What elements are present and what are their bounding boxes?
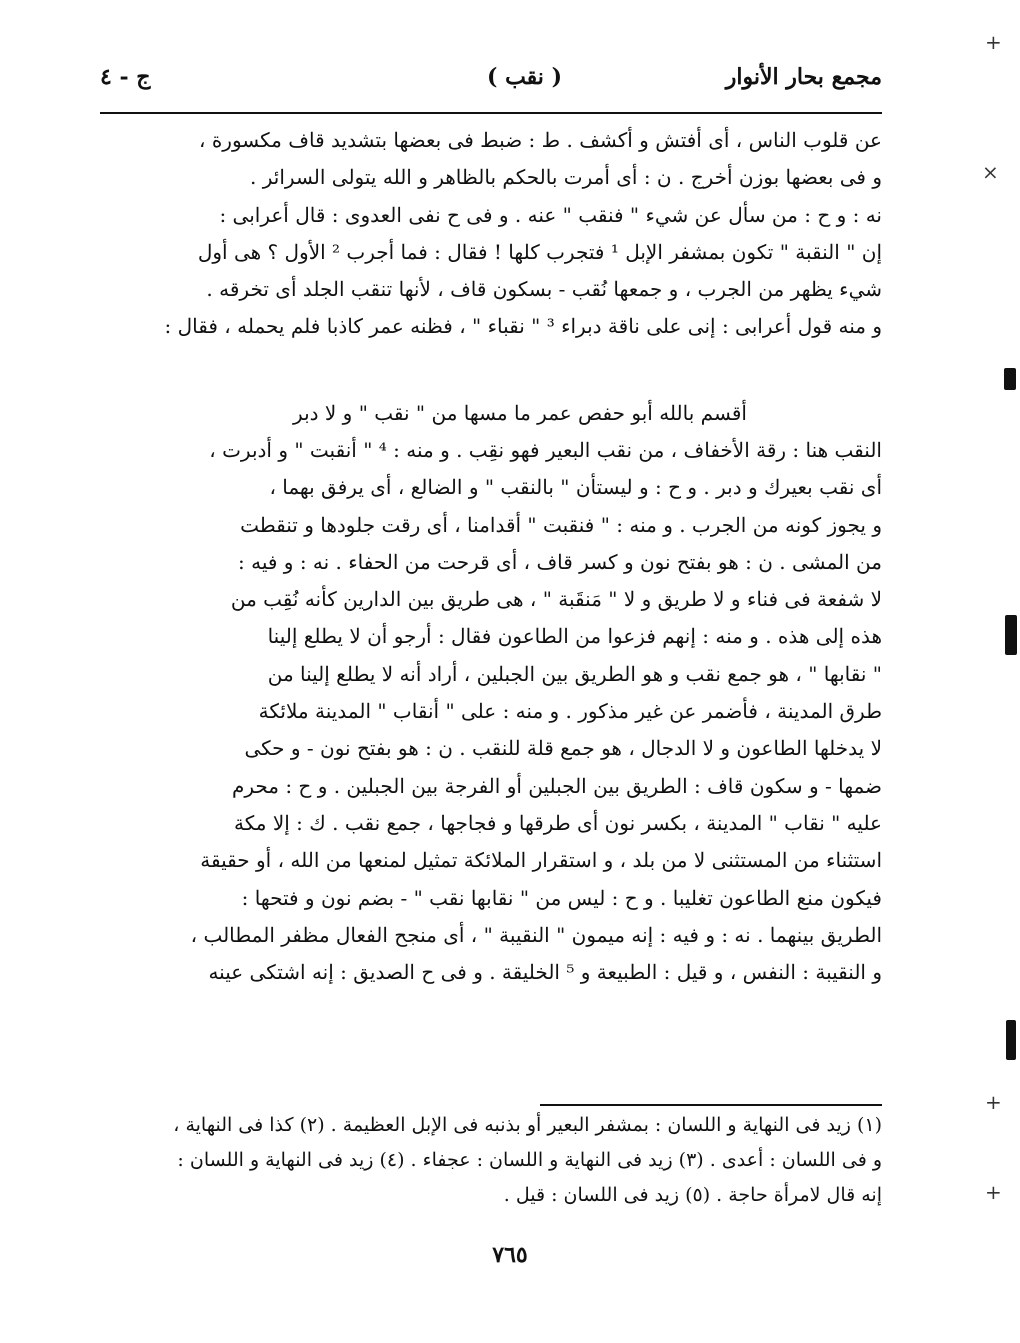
footnotes-block xyxy=(100,1108,882,1213)
book-title: مجمع بحار الأنوار xyxy=(725,64,882,90)
text-line: لا يدخلها الطاعون و لا الدجال ، هو جمع قلة للنقب . ن : هو بفتح نون - و حكى xyxy=(244,736,882,761)
footnote-line: (١) زيد فى النهاية و اللسان : بمشفر البعير أو بذنبه فى الإبل العظيمة . (٢) كذا فى النهاية ، xyxy=(173,1114,882,1136)
text-line: و يجوز كونه من الجرب . و منه : " فنقبت " أقدامنا ، أى رقت جلودها و تنقطت xyxy=(240,512,882,537)
text-line: هذه إلى هذه . و منه : إنهم فزعوا من الطاعون فقال : أرجو أن لا يطلع إلينا xyxy=(267,624,882,649)
verse-line: أقسم بالله أبو حفص عمر ما مسها من " نقب " و لا دبر xyxy=(293,401,747,425)
text-line: و منه قول أعرابى : إنى على ناقة دبراء ³ " نقباء " ، فظنه عمر كاذبا فلم يحمله ، فقال : xyxy=(164,314,882,339)
volume-number: ج - ٤ xyxy=(100,64,151,90)
text-line: فيكون منع الطاعون تغليبا . و ح : ليس من " نقابها نقب " - بضم نون و فتحها : xyxy=(241,885,882,910)
text-line: عن قلوب الناس ، أى أفتش و أكشف . ط : ضبط فى بعضها بتشديد قاف مكسورة ، xyxy=(199,128,882,152)
margin-ink-mark xyxy=(1005,615,1017,655)
main-text-block-2 xyxy=(100,432,882,991)
main-text-block xyxy=(100,122,882,346)
text-line: عليه " نقاب " المدينة ، بكسر نون أى طرقها و فجاجها ، جمع نقب . ك : إلا مكة xyxy=(234,810,882,835)
text-line: الطريق بينهما . نه : و فيه : إنه ميمون " النقيبة " ، أى منجح الفعال مظفر المطالب ، xyxy=(190,922,882,947)
footnote-line: و فى اللسان : أعدى . (٣) زيد فى النهاية و اللسان : عجفاء . (٤) زيد فى النهاية و اللسان : xyxy=(177,1149,882,1171)
header-rule xyxy=(100,112,882,114)
text-line: إن " النقبة " تكون بمشفر الإبل ¹ فتجرب كلها ! فقال : فما أجرب ² الأول ؟ هى أول xyxy=(197,239,882,264)
text-line: شيء يظهر من الجرب ، و جمعها نُقب - بسكون قاف ، لأنها تنقب الجلد أى تخرقه . xyxy=(206,277,882,302)
text-line: استثناء من المستثنى لا من بلد ، و استقرار الملائكة تمثيل لمنعها من الله ، أو حقيقة xyxy=(200,848,882,873)
text-line: و فى بعضها بوزن أخرج . ن : أى أمرت بالحكم بالظاهر و الله يتولى السرائر . xyxy=(250,165,882,190)
footnote-rule xyxy=(540,1104,882,1106)
page-number: ٧٦٥ xyxy=(492,1242,528,1268)
root-word: ( نقب ) xyxy=(487,64,562,90)
text-line: لا شفعة فى فناء و لا طريق و لا " مَنقَبة " ، هى طريق بين الدارين كأنه نُقِب من xyxy=(230,587,882,612)
margin-tick-icon: + xyxy=(985,30,1002,54)
footnote-line: إنه قال لامرأة حاجة . (٥) زيد فى اللسان : قيل . xyxy=(503,1184,882,1206)
text-line: من المشى . ن : هو بفتح نون و كسر قاف ، أى قرحت من الحفاء . نه : و فيه : xyxy=(238,549,882,574)
text-line: أى نقب بعيرك و دبر . و ح : و ليستأن " بالنقب " و الضالع ، أى يرفق بهما ، xyxy=(269,475,882,500)
text-line: طرق المدينة ، فأضمر عن غير مذكور . و منه : على " أنقاب " المدينة ملائكة xyxy=(258,699,882,724)
text-line: نه : و ح : من سأل عن شيء " فنقب " عنه . و فى ح نفى العدوى : قال أعرابى : xyxy=(219,202,882,227)
margin-tick-icon: × xyxy=(982,160,999,184)
text-line: النقب هنا : رقة الأخفاف ، من نقب البعير فهو نقِب . و منه : ⁴ " أنقبت " و أدبرت ، xyxy=(209,438,882,462)
text-line: ضمها - و سكون قاف : الطريق بين الجبلين أو الفرجة بين الجبلين . و ح : محرم xyxy=(231,773,882,798)
margin-ink-mark xyxy=(1006,1020,1016,1060)
running-header xyxy=(100,58,882,106)
margin-ink-mark xyxy=(1004,368,1016,390)
margin-tick-icon: + xyxy=(985,1090,1002,1114)
margin-tick-icon: + xyxy=(985,1180,1002,1204)
text-line: " نقابها " ، هو جمع نقب و هو الطريق بين الجبلين ، أراد أنه لا يطلع إلينا من xyxy=(267,661,882,686)
text-line: و النقيبة : النفس ، و قيل : الطبيعة و ⁵ الخليقة . و فى ح الصديق : إنه اشتكى عينه xyxy=(208,960,882,985)
